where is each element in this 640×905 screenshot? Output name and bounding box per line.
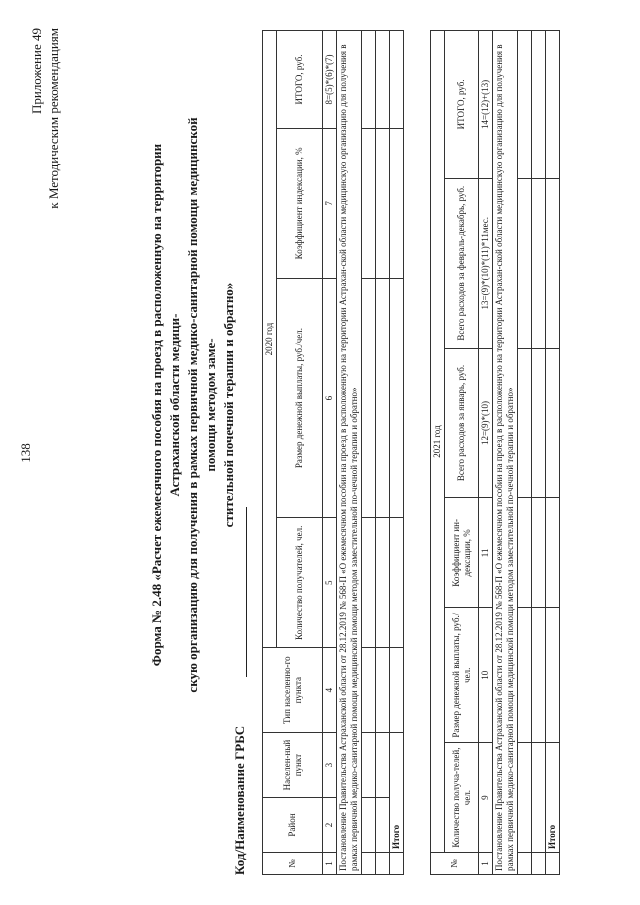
form-title-line-1: Форма № 2.48 «Расчет ежемесячного пособия на проезд в расположенную на территории Астраханской области медици-	[149, 143, 182, 667]
grbs-label: Код/Наименование ГРБС	[232, 725, 247, 875]
table-cell[interactable]	[518, 178, 532, 348]
form-title	[148, 105, 238, 705]
col-number: 9	[479, 743, 493, 853]
col-number: 11	[479, 498, 493, 608]
table-cell[interactable]	[390, 31, 404, 129]
table-cell[interactable]	[518, 31, 532, 179]
column-number-row	[479, 31, 493, 875]
table-2021	[430, 30, 560, 875]
table-2020	[262, 30, 404, 875]
appendix-line-2: к Методическим рекомендациям	[46, 28, 61, 209]
table-cell[interactable]	[546, 31, 560, 179]
table-cell	[390, 853, 404, 875]
decree-row	[493, 31, 518, 875]
table-header-row	[431, 31, 445, 875]
form-title-line-3: стительной почечной терапии и обратно»	[221, 282, 236, 528]
table-cell[interactable]	[362, 648, 376, 733]
col-number: 1	[479, 853, 493, 875]
appendix-note	[28, 28, 62, 209]
total-row	[390, 31, 404, 875]
col-number: 13=(9)*(10)*(11)*11мес.	[479, 178, 493, 348]
table-cell[interactable]	[362, 518, 376, 648]
table-row	[532, 31, 546, 875]
table-cell[interactable]	[390, 648, 404, 733]
header-total: ИТОГО, руб.	[277, 31, 323, 129]
table-cell[interactable]	[376, 648, 390, 733]
table-row	[518, 31, 532, 875]
table-cell[interactable]	[390, 278, 404, 518]
col-number: 12=(9)*(10)	[479, 348, 493, 498]
header-num: №	[263, 853, 323, 875]
col-number: 5	[323, 518, 337, 648]
decree-text: Постановление Правительства Астраханской области от 28.12.2019 № 568-П «О ежемесячном пособии на проезд в расположенную на территории Астрахан-ской области медицинскую организацию для получения в рамках первичной медико-санитарной помощи медицинской помощи методом заместительной по-чечной терапии и обратно»	[493, 31, 518, 875]
grbs-fill-line[interactable]	[246, 507, 247, 677]
table-cell[interactable]	[390, 518, 404, 648]
total-label: Итого	[390, 733, 404, 853]
header-indexation: Коэффициент индексации, %	[277, 128, 323, 278]
table-cell[interactable]	[532, 31, 546, 179]
header-payment-size: Размер денежной выплаты, руб./чел.	[277, 278, 323, 518]
table-cell[interactable]	[546, 348, 560, 498]
table-cell[interactable]	[376, 733, 390, 798]
table-cell[interactable]	[532, 348, 546, 498]
table-row	[376, 31, 390, 875]
col-number: 7	[323, 128, 337, 278]
table-header-row	[445, 31, 479, 875]
header-recipients: Количество получа-телей, чел.	[445, 743, 479, 853]
table-cell[interactable]	[362, 128, 376, 278]
header-jan-expenses: Всего расходов за январь, руб.	[445, 348, 479, 498]
col-number: 6	[323, 278, 337, 518]
col-number: 3	[323, 733, 337, 798]
table-cell[interactable]	[532, 608, 546, 743]
decree-text: Постановление Правительства Астраханской области от 28.12.2019 № 568-П «О ежемесячном пособии на проезд в расположенную на территории Астрахан-ской области медицинскую организацию для получения в рамках первичной медико-санитарной помощи медицинской помощи методом заместительной по-чечной терапии и обратно»	[337, 31, 362, 875]
header-settlement: Населен-ный пункт	[263, 733, 323, 798]
col-number: 4	[323, 648, 337, 733]
form-title-line-2: скую организацию для получения в рамках первичной медико-санитарной помощи медицинской помощи методом заме-	[185, 117, 218, 693]
decree-row	[337, 31, 362, 875]
column-number-row	[323, 31, 337, 875]
appendix-line-1: Приложение 49	[29, 28, 44, 115]
table-cell[interactable]	[546, 498, 560, 608]
table-cell[interactable]	[532, 178, 546, 348]
col-number: 8=(5)*(6)*(7)	[323, 31, 337, 129]
table-cell[interactable]	[390, 128, 404, 278]
header-feb-dec-expenses: Всего расходов за февраль-декабрь, руб.	[445, 178, 479, 348]
header-district: Район	[263, 798, 323, 853]
table-cell[interactable]	[532, 498, 546, 608]
header-payment-size: Размер денежной выплаты, руб./чел.	[445, 608, 479, 743]
header-recipients: Количество получателей, чел.	[277, 518, 323, 648]
total-row	[546, 31, 560, 875]
table-cell[interactable]	[362, 853, 376, 875]
table-cell[interactable]	[518, 348, 532, 498]
table-cell[interactable]	[546, 178, 560, 348]
col-number: 2	[323, 798, 337, 853]
table-cell[interactable]	[376, 518, 390, 648]
header-total: ИТОГО, руб.	[445, 31, 479, 179]
table-cell[interactable]	[546, 608, 560, 743]
table-row	[362, 31, 376, 875]
total-label: Итого	[546, 743, 560, 853]
table-cell	[546, 853, 560, 875]
table-cell[interactable]	[532, 853, 546, 875]
table-cell[interactable]	[532, 743, 546, 853]
header-year-2020: 2020 год	[263, 31, 277, 648]
header-num: №	[431, 853, 479, 875]
header-settlement-type: Тип населенно-го пункта	[263, 648, 323, 733]
table-cell[interactable]	[376, 278, 390, 518]
table-cell[interactable]	[362, 278, 376, 518]
table-cell[interactable]	[518, 853, 532, 875]
table-cell[interactable]	[362, 31, 376, 129]
col-number: 14=(12)+(13)	[479, 31, 493, 179]
table-cell[interactable]	[362, 798, 376, 853]
table-cell[interactable]	[518, 743, 532, 853]
table-cell[interactable]	[362, 733, 376, 798]
table-cell[interactable]	[376, 798, 390, 853]
table-cell[interactable]	[518, 498, 532, 608]
table-cell[interactable]	[376, 31, 390, 129]
table-header-row	[263, 31, 277, 875]
table-cell[interactable]	[376, 128, 390, 278]
table-cell[interactable]	[376, 853, 390, 875]
col-number: 1	[323, 853, 337, 875]
page-number: 138	[18, 443, 33, 463]
header-indexation: Коэффициент ин-дексации, %	[445, 498, 479, 608]
table-cell[interactable]	[518, 608, 532, 743]
header-year-2021: 2021 год	[431, 31, 445, 853]
col-number: 10	[479, 608, 493, 743]
